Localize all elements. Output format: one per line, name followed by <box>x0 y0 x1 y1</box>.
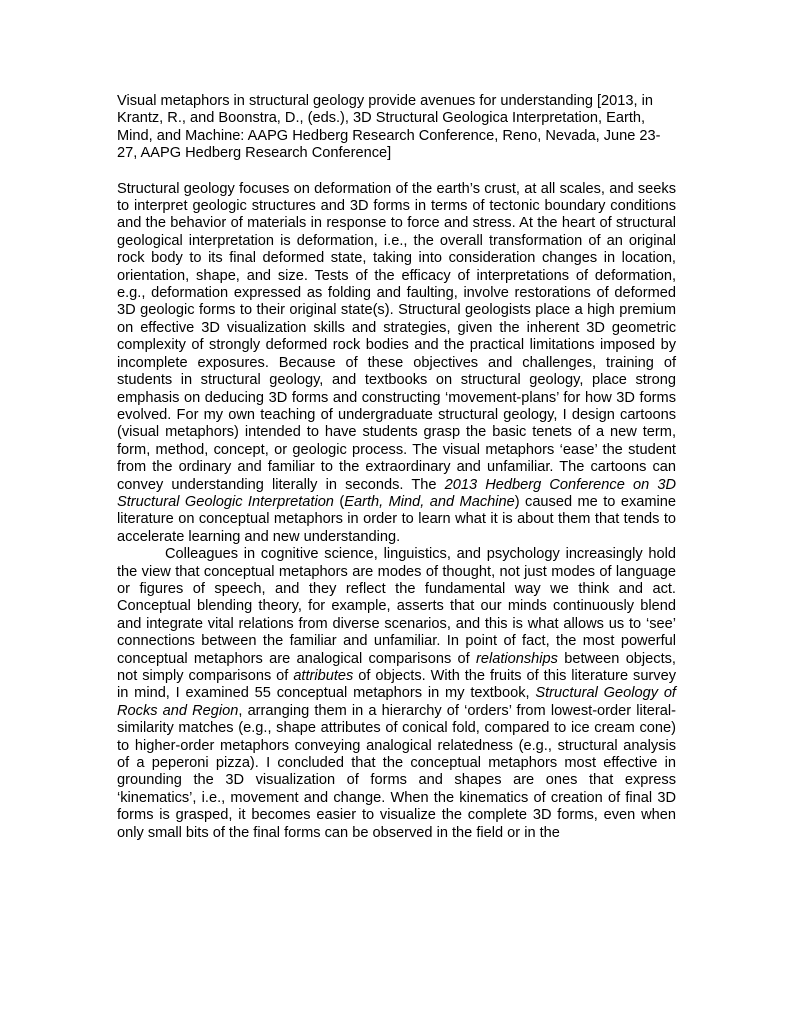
paragraph2-text-2: between objects, not simply comparisons of <box>117 650 676 684</box>
document-heading: Visual metaphors in structural geology provide avenues for understanding [2013, in Krantz, R., and Boonstra, D., (eds.), 3D Structural Geologica Interpretation, Earth, Mind, and Machine: AAPG Hedberg Research Conference, Reno, Nevada, June 23-27, AAPG Hedberg Research Conference] <box>117 93 661 162</box>
paragraph2-text-1: Colleagues in cognitive science, linguistics, and psychology increasingly hold the view that conceptual metaphors are modes of thought, not just modes of language or figures of speech, and they reflect the fundamental way we think and act. Conceptual blending theory, for example, asserts that our minds continuously blend and integrate vital relations from diverse scenarios, and this is what allows us to ‘see’ connections between the familiar and unfamiliar. In point of fact, the most powerful conceptual metaphors are analogical comparisons of <box>117 546 676 667</box>
paragraph-structural-geology <box>117 181 676 547</box>
document-page <box>117 93 676 842</box>
paragraph1-text-2: ( <box>333 493 345 510</box>
paragraph1-text-3: ) caused me to examine literature on conceptual metaphors in order to learn what it is about them that tends to accelerate learning and new understanding. <box>117 493 677 545</box>
conference-subtitle-italic: Earth, Mind, and Machine <box>344 493 515 510</box>
attributes-italic: attributes <box>293 668 354 684</box>
paragraph2-text-3: of objects. With the fruits of this literature survey in mind, I examined 55 conceptual metaphors in my textbook, <box>117 668 677 702</box>
conference-title-italic: 2013 Hedberg Conference on 3D Structural Geologic Interpretation <box>117 476 676 510</box>
textbook-title-italic: Structural Geology of Rocks and Region <box>117 685 676 719</box>
paragraph2-text-4: , arranging them in a hierarchy of ‘orders’ from lowest-order literal-similarity matches (e.g., shape attributes of conical fold, compared to ice cream cone) to higher-order metaphors conveying analogical relatedness (e.g., structural analysis of a peperoni pizza). I concluded that the conceptual metaphors most effective in grounding the 3D visualization of forms and shapes are ones that express ‘kinematics’, i.e., movement and change. When the kinematics of creation of final 3D forms is grasped, it becomes easier to visualize the complete 3D forms, even when only small bits of the final forms can be observed in the field or in the <box>117 702 676 841</box>
paragraph1-text-1: Structural geology focuses on deformation of the earth’s crust, at all scales, and seeks to interpret geologic structures and 3D forms in terms of tectonic boundary conditions and the behavior of materials in response to force and stress. At the heart of structural geological interpretation is deformation, i.e., the overall transformation of an original rock body to its final deformed state, taking into consideration changes in location, orientation, shape, and size. Tests of the efficacy of interpretations of deformation, e.g., deformation expressed as folding and faulting, involve restorations of deformed 3D geologic forms to their original state(s). Structural geologists place a high premium on effective 3D visualization skills and strategies, given the inherent 3D geometric complexity of strongly deformed rock bodies and the practical limitations imposed by incomplete exposures. Because of these objectives and challenges, training of students in structural geology, and textbooks on structural geology, place strong emphasis on deducing 3D forms and constructing ‘movement-plans’ for how 3D forms evolved. For my own teaching of undergraduate structural geology, I design cartoons (visual metaphors) intended to have students grasp the basic tenets of a new term, form, method, concept, or geologic process. The visual metaphors ‘ease’ the student from the ordinary and familiar to the extraordinary and unfamiliar. The cartoons can convey understanding literally in seconds. The <box>117 180 676 493</box>
paragraph-conceptual-metaphors <box>117 546 676 842</box>
relationships-italic: relationships <box>476 650 558 667</box>
